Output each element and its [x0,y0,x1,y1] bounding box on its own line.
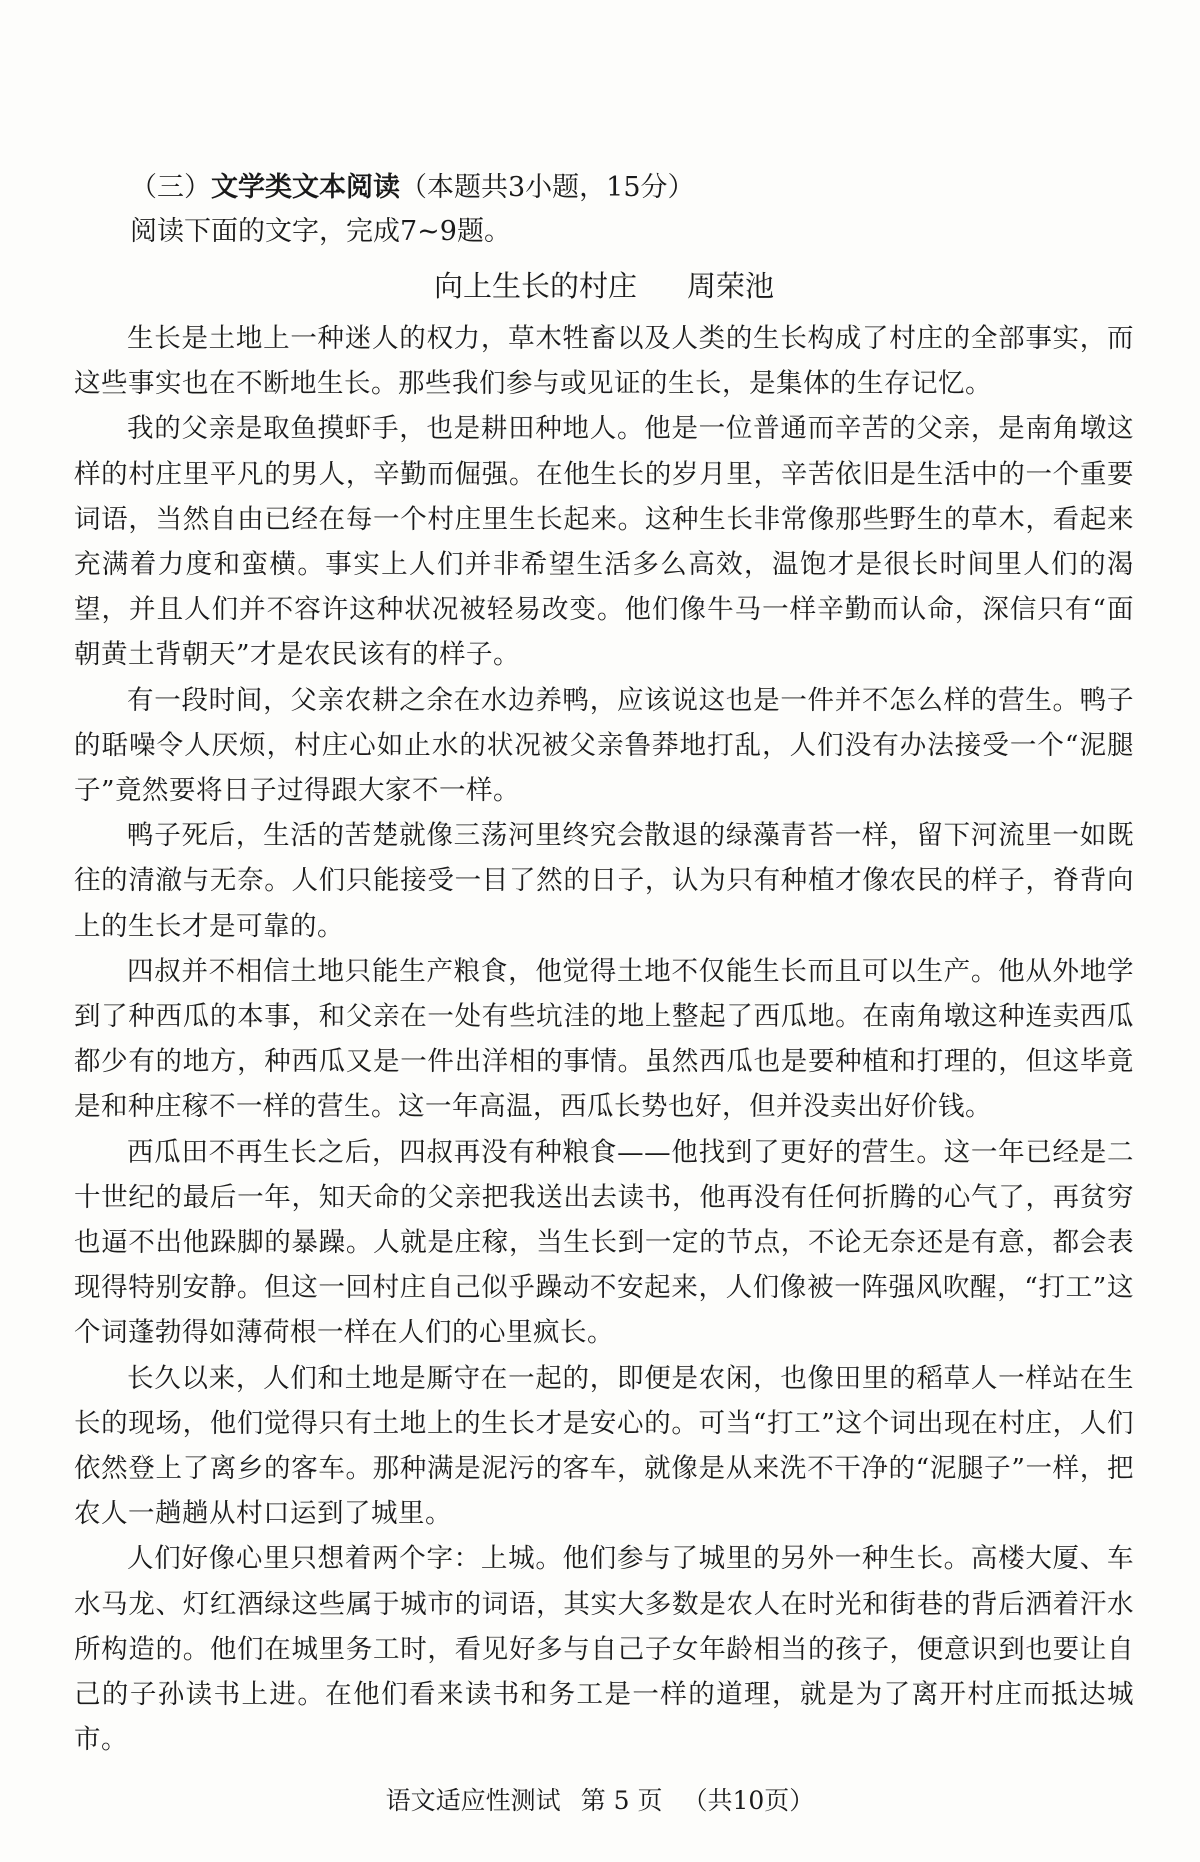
page-footer [0,1784,1200,1818]
section-heading [74,166,1134,210]
page-content [74,166,1134,1763]
section-points: （本题共3小题，15分） [400,172,695,203]
footer-exam-name: 语文适应性测试 [385,1786,561,1815]
reading-instruction: 阅读下面的文字，完成7~9题。 [130,216,511,247]
footer-total-pages: （共10页） [682,1786,815,1815]
article-paragraph: 人们好像心里只想着两个字：上城。他们参与了城里的另外一种生长。高楼大厦、车水马龙、灯红酒绿这些属于城市的词语，其实大多数是农人在时光和街巷的背后洒着汗水所构造的。他们在城里务工时，看见好多与自己子女年龄相当的孩子，便意识到也要让自己的子孙读书上进。在他们看来读书和务工是一样的道理，就是为了离开村庄而抵达城市。 [74,1543,1134,1756]
article-title-text: 向上生长的村庄 [433,269,637,303]
article-paragraph: 有一段时间，父亲农耕之余在水边养鸭，应该说这也是一件并不怎么样的营生。鸭子的聒噪令人厌烦，村庄心如止水的状况被父亲鲁莽地打乱，人们没有办法接受一个“泥腿子”竟然要将日子过得跟大家不一样。 [74,684,1134,807]
article-paragraph: 我的父亲是取鱼摸虾手，也是耕田种地人。他是一位普通而辛苦的父亲，是南角墩这样的村庄里平凡的男人，辛勤而倔强。在他生长的岁月里，辛苦依旧是生活中的一个重要词语，当然自由已经在每一个村庄里生长起来。这种生长非常像那些野生的草木，看起来充满着力度和蛮横。事实上人们并非希望生活多么高效，温饱才是很长时间里人们的渴望，并且人们并不容许这种状况被轻易改变。他们像牛马一样辛勤而认命，深信只有“面朝黄土背朝天”才是农民该有的样子。 [74,413,1134,671]
article-author: 周荣池 [687,269,775,303]
footer-page-number: 第 5 页 [580,1786,663,1815]
article-title [74,260,1134,312]
article-paragraph: 四叔并不相信土地只能生产粮食，他觉得土地不仅能生长而且可以生产。他从外地学到了种西瓜的本事，和父亲在一处有些坑洼的地上整起了西瓜地。在南角墩这种连卖西瓜都少有的地方，种西瓜又是一件出洋相的事情。虽然西瓜也是要种植和打理的，但这毕竟是和种庄稼不一样的营生。这一年高温，西瓜长势也好，但并没卖出好价钱。 [74,955,1134,1123]
section-number: （三） [130,172,211,203]
article-paragraph: 长久以来，人们和土地是厮守在一起的，即便是农闲，也像田里的稻草人一样站在生长的现场，他们觉得只有土地上的生长才是安心的。可当“打工”这个词出现在村庄，人们依然登上了离乡的客车。那种满是泥污的客车，就像是从来洗不干净的“泥腿子”一样，把农人一趟趟从村口运到了城里。 [74,1362,1134,1530]
article-paragraph: 西瓜田不再生长之后，四叔再没有种粮食——他找到了更好的营生。这一年已经是二十世纪的最后一年，知天命的父亲把我送出去读书，他再没有任何折腾的心气了，再贫穷也逼不出他跺脚的暴躁。人就是庄稼，当生长到一定的节点，不论无奈还是有意，都会表现得特别安静。但这一回村庄自己似乎躁动不安起来，人们像被一阵强风吹醒，“打工”这个词蓬勃得如薄荷根一样在人们的心里疯长。 [74,1136,1134,1349]
section-title: 文学类文本阅读 [211,172,400,203]
article-paragraph: 生长是土地上一种迷人的权力，草木牲畜以及人类的生长构成了村庄的全部事实，而这些事实也在不断地生长。那些我们参与或见证的生长，是集体的生存记忆。 [74,323,1134,400]
article-paragraph: 鸭子死后，生活的苦楚就像三荡河里终究会散退的绿藻青苔一样，留下河流里一如既往的清澈与无奈。人们只能接受一目了然的日子，认为只有种植才像农民的样子，脊背向上的生长才是可靠的。 [74,820,1134,942]
